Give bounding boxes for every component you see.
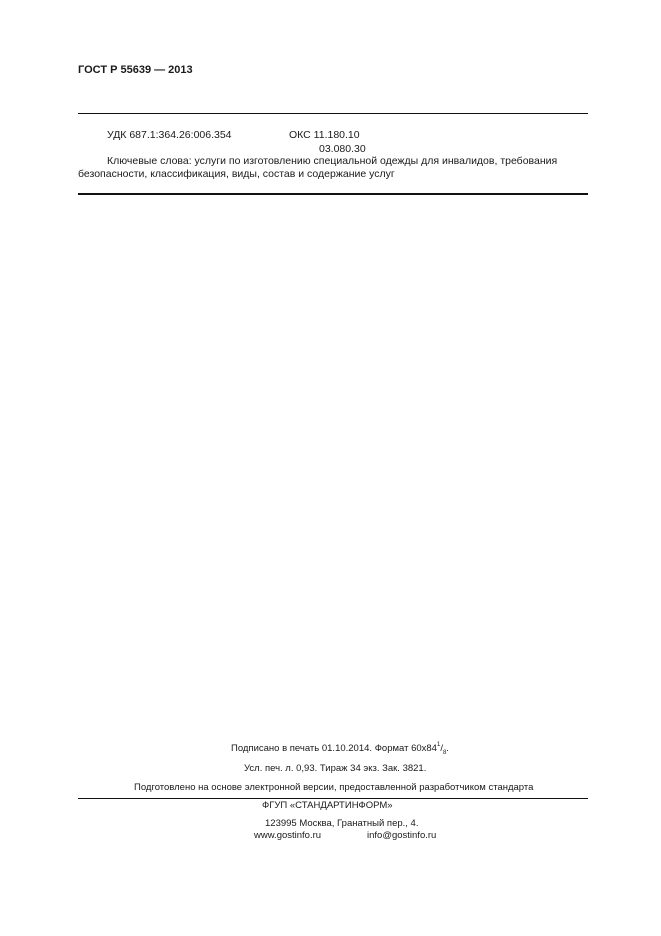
oks-code-primary: ОКС 11.180.10 xyxy=(289,129,360,141)
keywords-paragraph: Ключевые слова: услуги по изготовлению специальной одежды для инвалидов, требования безопасности, классификация, виды, состав и содержание услуг xyxy=(78,155,558,180)
publisher-name: ФГУП «СТАНДАРТИНФОРМ» xyxy=(262,800,393,811)
format-denominator: 8 xyxy=(442,750,447,757)
top-divider xyxy=(78,113,588,114)
oks-code-secondary: 03.080.30 xyxy=(319,143,366,155)
udk-code: УДК 687.1:364.26:006.354 xyxy=(107,129,232,141)
document-header: ГОСТ Р 55639 — 2013 xyxy=(78,64,193,76)
classification-divider xyxy=(78,193,588,195)
signed-suffix: . xyxy=(446,743,449,755)
footer-divider xyxy=(78,798,588,799)
publisher-address: 123995 Москва, Гранатный пер., 4. xyxy=(265,818,419,829)
publisher-email: info@gostinfo.ru xyxy=(367,830,437,841)
prepared-note: Подготовлено на основе электронной версии, предоставленной разработчиком стандарта xyxy=(134,782,534,793)
signed-text: Подписано в печать 01.10.2014. Формат 60x84 xyxy=(231,743,437,755)
signed-to-print: Подписано в печать 01.10.2014. Формат $60x84^1/_8$. xyxy=(231,742,449,757)
publisher-website: www.gostinfo.ru xyxy=(254,830,322,841)
print-info: Усл. печ. л. 0,93. Тираж 34 экз. Зак. 3821. xyxy=(244,763,427,774)
format-numerator: 1 xyxy=(436,742,441,748)
